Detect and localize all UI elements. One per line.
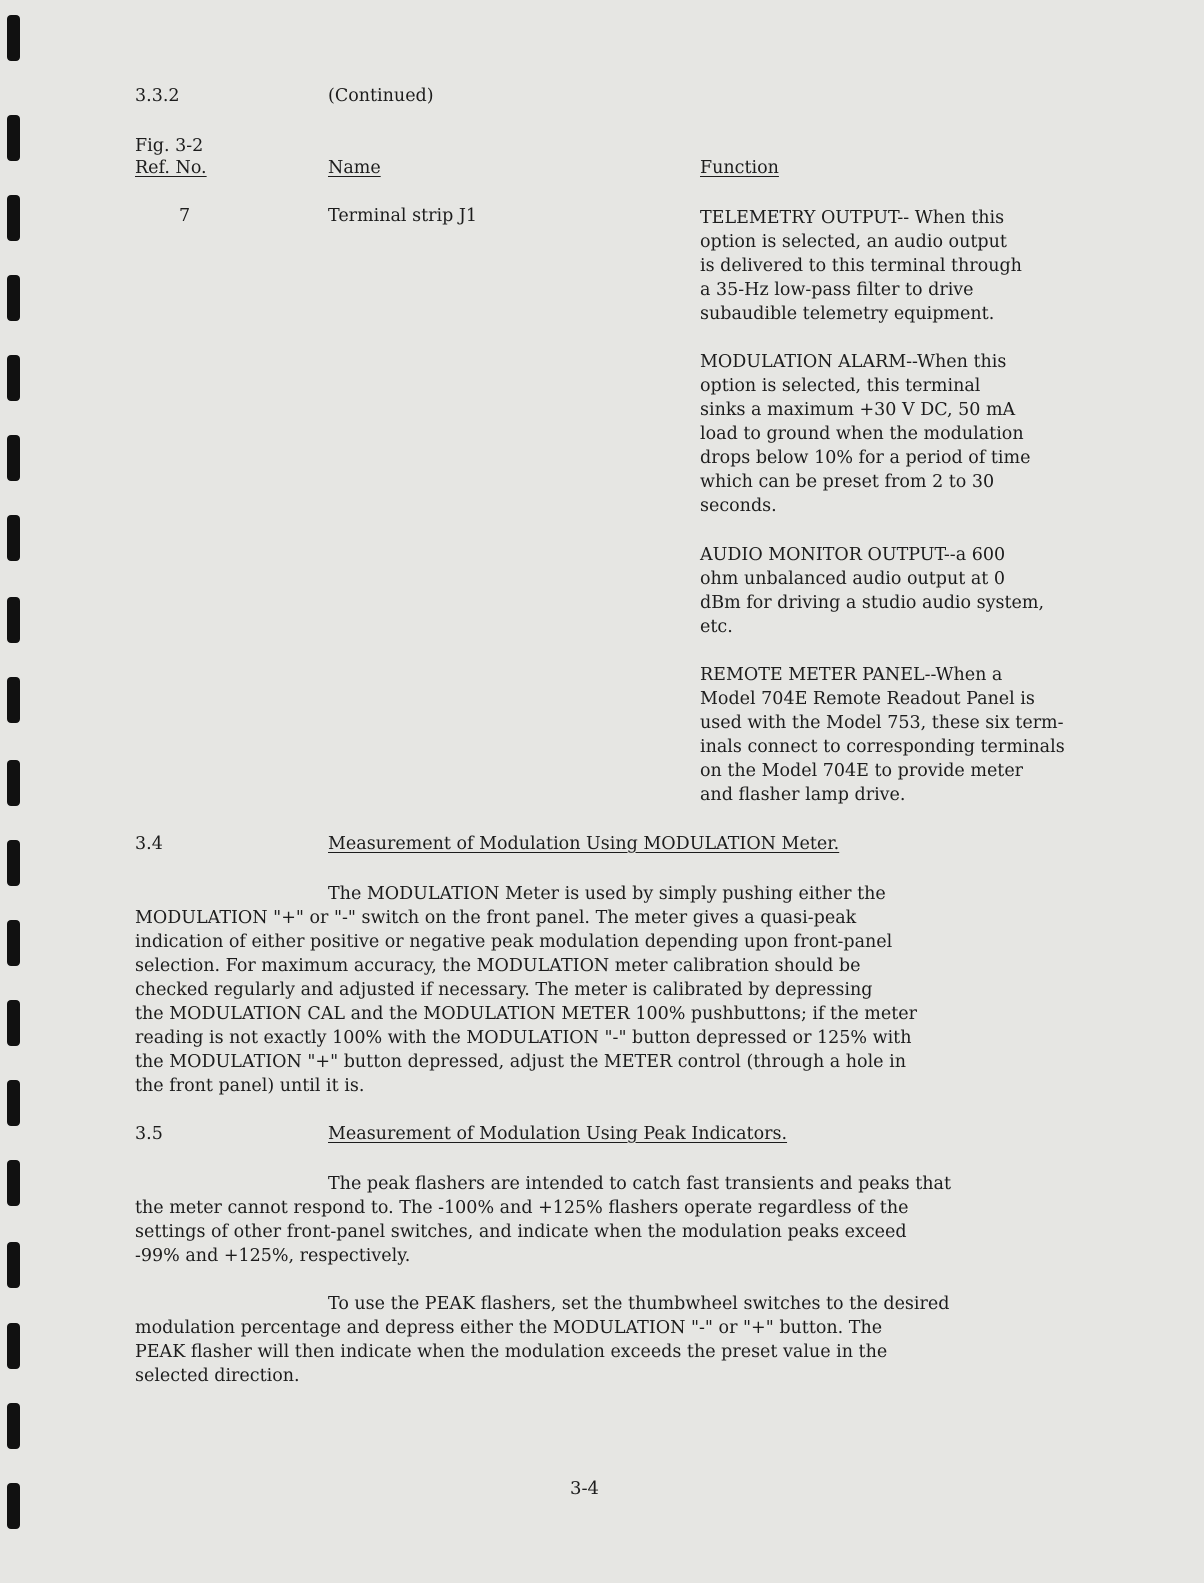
ref-heading-line2: Ref. No. — [135, 158, 207, 178]
text-line: on the Model 704E to provide meter — [700, 761, 1024, 781]
binding-hole — [7, 515, 20, 561]
name-heading: Name — [328, 158, 381, 178]
ref-heading-line1: Fig. 3-2 — [135, 136, 204, 156]
text-line: etc. — [700, 617, 733, 637]
binding-hole — [7, 920, 20, 966]
binding-hole — [7, 1000, 20, 1046]
function-modulation-alarm — [700, 350, 1170, 518]
text-line: inals connect to corresponding terminals — [700, 737, 1065, 757]
section-3-4-number: 3.4 — [135, 834, 163, 854]
text-line: REMOTE METER PANEL--When a — [700, 665, 1003, 685]
text-line: is delivered to this terminal through — [700, 256, 1022, 276]
binding-hole — [7, 195, 20, 241]
section-3-5-paragraph-2 — [135, 1292, 1175, 1388]
binding-hole — [7, 597, 20, 643]
continued-label: (Continued) — [328, 86, 434, 106]
text-line: indication of either positive or negative peak modulation depending upon front-panel — [135, 932, 893, 952]
text-line: The peak flashers are intended to catch fast transients and peaks that — [328, 1174, 951, 1194]
function-heading: Function — [700, 158, 779, 178]
section-3-5-number: 3.5 — [135, 1124, 163, 1144]
text-line: The MODULATION Meter is used by simply pushing either the — [328, 884, 886, 904]
section-3-4-paragraph — [135, 882, 1175, 1098]
binding-hole — [7, 1483, 20, 1529]
text-line: seconds. — [700, 496, 777, 516]
binding-hole — [7, 115, 20, 161]
binding-hole — [7, 1403, 20, 1449]
text-line: AUDIO MONITOR OUTPUT--a 600 — [700, 545, 1006, 565]
binding-hole — [7, 1160, 20, 1206]
text-line: settings of other front-panel switches, and indicate when the modulation peaks exceed — [135, 1222, 907, 1242]
binding-hole — [7, 1080, 20, 1126]
section-number: 3.3.2 — [135, 86, 180, 106]
text-line: selection. For maximum accuracy, the MODULATION meter calibration should be — [135, 956, 861, 976]
text-line: load to ground when the modulation — [700, 424, 1024, 444]
function-telemetry-output — [700, 206, 1170, 326]
binding-hole — [7, 1242, 20, 1288]
text-line: a 35-Hz low-pass filter to drive — [700, 280, 974, 300]
binding-hole — [7, 840, 20, 886]
page-number: 3-4 — [570, 1478, 599, 1499]
text-line: sinks a maximum +30 V DC, 50 mA — [700, 400, 1016, 420]
text-line: checked regularly and adjusted if necessary. The meter is calibrated by depressing — [135, 980, 873, 1000]
text-line: drops below 10% for a period of time — [700, 448, 1031, 468]
binding-hole — [7, 435, 20, 481]
binding-hole — [7, 677, 20, 723]
text-line: PEAK flasher will then indicate when the modulation exceeds the preset value in the — [135, 1342, 888, 1362]
binding-holes — [0, 0, 30, 1583]
component-name: Terminal strip J1 — [328, 206, 477, 226]
text-line: subaudible telemetry equipment. — [700, 304, 995, 324]
text-line: the MODULATION CAL and the MODULATION METER 100% pushbuttons; if the meter — [135, 1004, 917, 1024]
text-line: dBm for driving a studio audio system, — [700, 593, 1045, 613]
text-line: MODULATION ALARM--When this — [700, 352, 1007, 372]
section-3-4-title: Measurement of Modulation Using MODULATION Meter. — [328, 834, 840, 854]
text-line: used with the Model 753, these six term- — [700, 713, 1064, 733]
text-line: ohm unbalanced audio output at 0 — [700, 569, 1006, 589]
binding-hole — [7, 355, 20, 401]
text-line: To use the PEAK flashers, set the thumbwheel switches to the desired — [328, 1294, 950, 1314]
text-line: the MODULATION "+" button depressed, adjust the METER control (through a hole in — [135, 1052, 906, 1072]
text-line: which can be preset from 2 to 30 — [700, 472, 995, 492]
text-line: the meter cannot respond to. The -100% and +125% flashers operate regardless of the — [135, 1198, 909, 1218]
function-audio-monitor-output — [700, 543, 1170, 639]
text-line: MODULATION "+" or "-" switch on the front panel. The meter gives a quasi-peak — [135, 908, 857, 928]
binding-hole — [7, 760, 20, 806]
binding-hole — [7, 275, 20, 321]
text-line: -99% and +125%, respectively. — [135, 1246, 411, 1266]
text-line: option is selected, this terminal — [700, 376, 981, 396]
text-line: selected direction. — [135, 1366, 300, 1386]
section-3-5-title: Measurement of Modulation Using Peak Indicators. — [328, 1124, 788, 1144]
ref-number: 7 — [179, 206, 191, 226]
text-line: modulation percentage and depress either the MODULATION "-" or "+" button. The — [135, 1318, 883, 1338]
text-line: reading is not exactly 100% with the MODULATION "-" button depressed or 125% with — [135, 1028, 912, 1048]
text-line: and flasher lamp drive. — [700, 785, 906, 805]
text-line: the front panel) until it is. — [135, 1076, 365, 1096]
text-line: option is selected, an audio output — [700, 232, 1007, 252]
text-line: Model 704E Remote Readout Panel is — [700, 689, 1035, 709]
binding-hole — [7, 15, 20, 61]
binding-hole — [7, 1323, 20, 1369]
text-line: TELEMETRY OUTPUT-- When this — [700, 208, 1005, 228]
function-remote-meter-panel — [700, 663, 1170, 807]
section-3-5-paragraph-1 — [135, 1172, 1175, 1268]
